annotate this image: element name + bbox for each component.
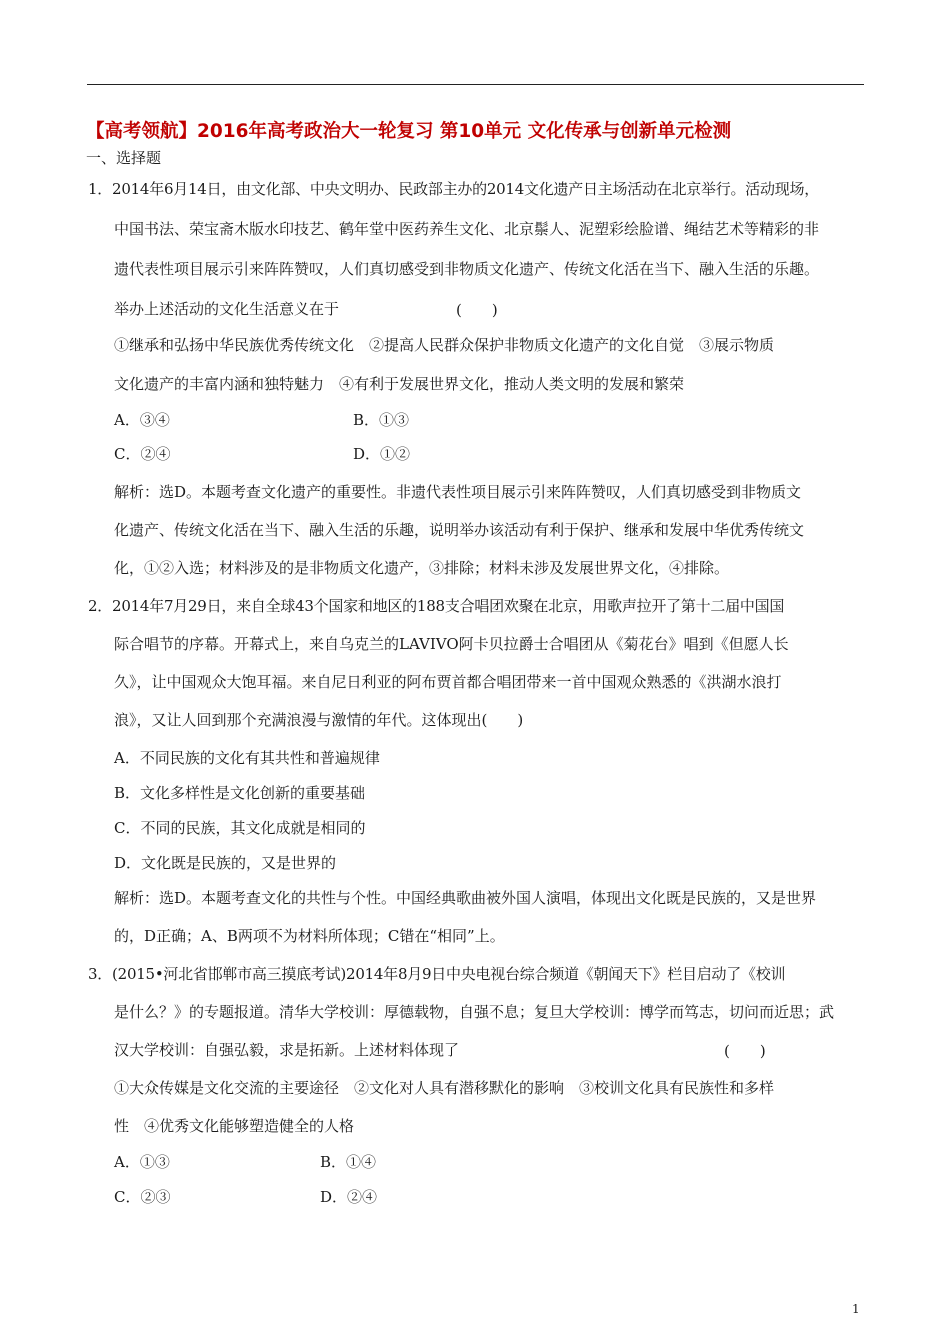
q2-stem-line-3: 久》，让中国观众大饱耳福。来自尼日利亚的阿布贾首都合唱团带来一首中国观众熟悉的《洪湖水浪打 <box>114 673 782 691</box>
document-title: 【高考领航】2016年高考政治大一轮复习 第10单元 文化传承与创新单元检测 <box>86 121 732 142</box>
header-rule <box>87 84 864 85</box>
q1-options-line-1: ①继承和弘扬中华民族优秀传统文化 ②提高人民群众保护非物质文化遗产的文化自觉 ③展示物质 <box>114 336 775 354</box>
q2-stem-line-2: 际合唱节的序幕。开幕式上，来自乌克兰的LAVIVO阿卡贝拉爵士合唱团从《菊花台》唱到《但愿人长 <box>114 635 789 653</box>
q1-choice-c: C．②④ <box>114 445 171 463</box>
q3-answer-paren: ( ) <box>724 1042 766 1060</box>
q1-analysis-line-1: 解析：选D。本题考查文化遗产的重要性。非遗代表性项目展示引来阵阵赞叹，人们真切感受到非物质文 <box>114 483 802 501</box>
q1-choice-a: A．③④ <box>114 411 170 429</box>
q1-choice-b: B．①③ <box>353 411 410 429</box>
q1-stem-line-3: 遗代表性项目展示引来阵阵赞叹，人们真切感受到非物质文化遗产、传统文化活在当下、融入生活的乐趣。 <box>114 260 820 278</box>
q1-stem-line-2: 中国书法、荣宝斋木版水印技艺、鹤年堂中医药养生文化、北京鬃人、泥塑彩绘脸谱、绳结艺术等精彩的非 <box>114 220 820 238</box>
q2-choice-a: A．不同民族的文化有其共性和普遍规律 <box>114 749 380 767</box>
q2-choice-b: B．文化多样性是文化创新的重要基础 <box>114 784 366 802</box>
q1-choice-d: D．①② <box>353 445 411 463</box>
q3-choice-b: B．①④ <box>320 1153 377 1171</box>
q3-options-line-2: 性 ④优秀文化能够塑造健全的人格 <box>114 1117 355 1135</box>
q3-options-line-1: ①大众传媒是文化交流的主要途径 ②文化对人具有潜移默化的影响 ③校训文化具有民族性和多样 <box>114 1079 775 1097</box>
q2-analysis-line-2: 的，D正确；A、B两项不为材料所体现；C错在“相同”上。 <box>114 927 505 945</box>
q3-choice-c: C．②③ <box>114 1188 171 1206</box>
q2-choice-c: C．不同的民族，其文化成就是相同的 <box>114 819 366 837</box>
q3-stem-line-2: 是什么？》的专题报道。清华大学校训：厚德载物，自强不息；复旦大学校训：博学而笃志，切问而近思；武 <box>114 1003 835 1021</box>
q2-analysis-line-1: 解析：选D。本题考查文化的共性与个性。中国经典歌曲被外国人演唱，体现出文化既是民族的，又是世界 <box>114 889 817 907</box>
q1-stem-line-4: 举办上述活动的文化生活意义在于 <box>114 300 340 318</box>
q3-choice-a: A．①③ <box>114 1153 170 1171</box>
q2-stem-line-4: 浪》，又让人回到那个充满浪漫与激情的年代。这体现出( ) <box>114 711 524 729</box>
q1-stem-line-1: 1．2014年6月14日，由文化部、中央文明办、民政部主办的2014文化遗产日主场活动在北京举行。活动现场， <box>88 180 820 198</box>
q1-answer-paren: ( ) <box>456 301 498 319</box>
q3-choice-d: D．②④ <box>320 1188 378 1206</box>
q1-options-line-2: 文化遗产的丰富内涵和独特魅力 ④有利于发展世界文化，推动人类文明的发展和繁荣 <box>114 375 685 393</box>
q3-stem-line-3: 汉大学校训：自强弘毅，求是拓新。上述材料体现了 <box>114 1041 460 1059</box>
q2-stem-line-1: 2．2014年7月29日，来自全球43个国家和地区的188支合唱团欢聚在北京，用歌声拉开了第十二届中国国 <box>88 597 785 615</box>
q2-choice-d: D．文化既是民族的，又是世界的 <box>114 854 337 872</box>
q3-stem-line-1: 3．(2015•河北省邯郸市高三摸底考试)2014年8月9日中央电视台综合频道《朝闻天下》栏目启动了《校训 <box>88 965 786 983</box>
q1-analysis-line-3: 化，①②入选；材料涉及的是非物质文化遗产，③排除；材料未涉及发展世界文化，④排除。 <box>114 559 730 577</box>
section-heading: 一、选择题 <box>86 149 162 167</box>
page-number: 1 <box>852 1302 860 1316</box>
q1-analysis-line-2: 化遗产、传统文化活在当下、融入生活的乐趣，说明举办该活动有利于保护、继承和发展中华优秀传统文 <box>114 521 805 539</box>
